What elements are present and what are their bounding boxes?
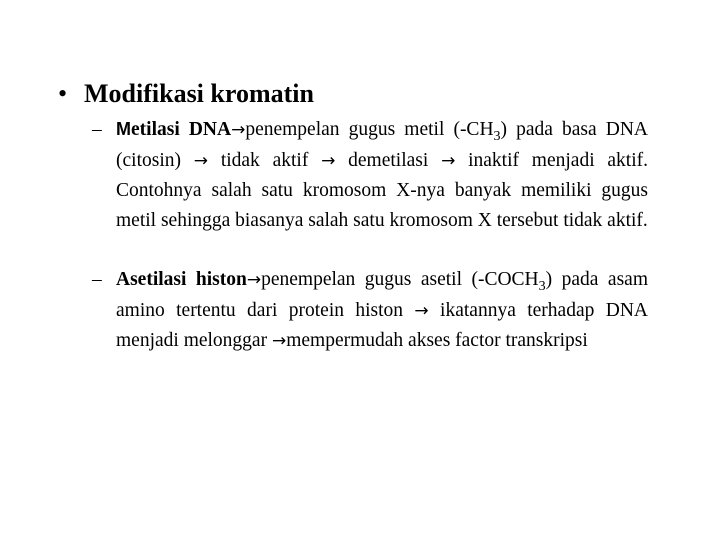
- right-arrow-icon: →: [441, 150, 456, 171]
- list-item-asetilasi: [92, 265, 648, 357]
- item-text: demetilasi: [335, 149, 442, 171]
- heading-bullet: •: [58, 79, 68, 108]
- right-arrow-icon: →: [246, 270, 262, 290]
- right-arrow-icon: →: [414, 300, 429, 321]
- item-text: ikatannya terhadap DNA menjadi melonggar: [116, 299, 648, 351]
- item-paragraph: [116, 265, 648, 357]
- right-arrow-icon: →: [321, 150, 336, 171]
- item-text: penempelan gugus asetil (-COCH: [261, 269, 539, 290]
- term-label: Asetilasi histon: [116, 269, 247, 290]
- list-item-metilasi: [92, 115, 648, 235]
- list-dash: –: [92, 119, 102, 140]
- right-arrow-icon: →: [193, 150, 209, 171]
- item-text: penempelan gugus metil (-CH: [245, 119, 494, 140]
- item-text: mempermudah akses factor transkripsi: [286, 330, 588, 351]
- item-text: ) pada asam amino tertentu dari protein histon: [116, 269, 649, 321]
- subscript: 3: [538, 277, 546, 294]
- right-arrow-icon: →: [271, 331, 287, 351]
- list-dash: –: [92, 269, 102, 290]
- heading-title: Modifikasi kromatin: [84, 79, 314, 108]
- right-arrow-icon: →: [231, 120, 246, 140]
- heading-row: [58, 78, 314, 110]
- item-text: ) pada basa DNA (citosin): [116, 119, 648, 171]
- term-label: etilasi DNA: [131, 119, 232, 140]
- item-text: tidak aktif: [208, 149, 322, 171]
- item-paragraph: [116, 115, 648, 235]
- item-text: inaktif menjadi aktif. Contohnya salah satu kromosom X-nya banyak memiliki gugus metil sehingga biasanya salah satu kromosom X tersebut tidak aktif.: [116, 149, 649, 231]
- subscript: 3: [493, 127, 501, 144]
- term-initial: M: [116, 119, 131, 139]
